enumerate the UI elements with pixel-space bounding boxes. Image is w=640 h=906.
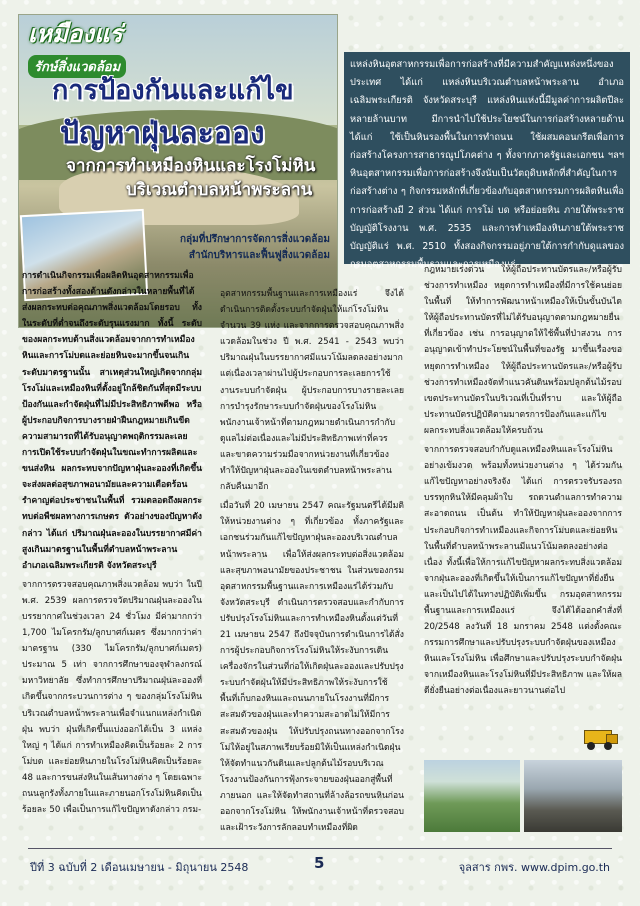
column-1: [22, 268, 202, 821]
byline-line2: สำนักบริหารและฟื้นฟูสิ่งแวดล้อม: [188, 250, 330, 261]
column-2: [220, 286, 404, 839]
title-line2: ปัญหาฝุ่นละออง: [60, 116, 265, 151]
col1-paragraph-2: จากการตรวจสอบคุณภาพสิ่งแวดล้อม พบว่า ในปี พ.ศ. 2539 ผลการตรวจวัดปริมาณฝุ่นละอองในบรรยากาศในช่วงเวลา 24 ชั่วโมง มีค่ามากกว่า 1,700 ไมโครกรัม/ลูกบาศก์เมตร ซึ่งมากกว่าค่ามาตรฐาน (330 ไมโครกรัม/ลูกบาศก์เมตร) ประมาณ 5 เท่า จากการศึกษาของจุฬาลงกรณ์มหาวิทยาลัย ซึ่งทำการศึกษาปริมาณฝุ่นละอองที่เกิดขึ้นจากกระบวนการต่าง ๆ ของกลุ่มโรงโม่หินบริเวณตำบลหน้าพระลานเพื่อจำแนกแหล่งกำเนิดฝุ่น พบว่า ฝุ่นที่เกิดขึ้นแบ่งออกได้เป็น 3 แหล่งใหญ่ ๆ ได้แก่ การทำเหมืองคิดเป็นร้อยละ 2 การโม่บด และย่อยหินภายในโรงโม่หินคิดเป็นร้อยละ 48 และการขนส่งหินในเส้นทางต่าง ๆ โดยเฉพาะถนนลูกรังทั้งภายในและภายนอกโรงโม่หินคิดเป็นร้อยละ 50 เพื่อเป็นการแก้ไขปัญหาดังกล่าว กรม-: [22, 579, 202, 816]
column-3: [424, 262, 622, 703]
subtitle-line2: บริเวณตำบลหน้าพระลาน: [126, 180, 313, 200]
logo-line2: รักษ์สิ่งแวดล้อม: [28, 55, 126, 78]
col2-paragraph-2: เมื่อวันที่ 20 เมษายน 2547 คณะรัฐมนตรีได้มีมติให้หน่วยงานต่าง ๆ ที่เกี่ยวข้อง ทั้งภาครัฐและเอกชนร่วมกันแก้ไขปัญหาฝุ่นละอองบริเวณตำบลหน้าพระลาน เพื่อให้ส่งผลกระทบต่อสิ่งแวดล้อมและสุขภาพอนามัยของประชาชน ในส่วนของกรมอุตสาหกรรมพื้นฐานและการเหมืองแร่ได้ร่วมกับจังหวัดสระบุรี ดำเนินการตรวจสอบและกำกับการปรับปรุงโรงโม่หินและการทำเหมืองหินตั้งแต่วันที่ 21 เมษายน 2547 ถึงปัจจุบันการดำเนินการได้สั่งการผู้ประกอบกิจการโรงโม่หินให้ระงับการเดินเครื่องจักรในส่วนที่ก่อให้เกิดฝุ่นละอองและปรับปรุงระบบกำจัดฝุ่นให้มีประสิทธิภาพให้ระงับการใช้พื้นที่เก็บกองหินและถนนภายในโรงงานที่มีการสะสมตัวของฝุ่นและทำความสะอาดไม่ให้มีการสะสมตัวของฝุ่น ให้ปรับปรุงถนนทางออกจากโรงโม่ให้อยู่ในสภาพเรียบร้อยมิให้เป็นแหล่งกำเนิดฝุ่น ให้จัดทำแนวกันดินและปลูกต้นไม้รอบบริเวณโรงงานป้องกันการฟุ้งกระจายของฝุ่นออกสู่พื้นที่ภายนอก และให้จัดทำสถานที่ล้างล้อรถขนหินก่อนออกจากโรงโม่หิน ให้พนักงานเจ้าหน้าที่ตรวจสอบและเฝ้าระวังการลักลอบทำเหมืองที่ผิด: [220, 501, 404, 834]
col1-paragraph-1: การดำเนินกิจกรรมเพื่อผลิตหินอุตสาหกรรมเพื่อการก่อสร้างทั้งสองด้านดังกล่าวในหลายพื้นที่ได้ส่งผลกระทบต่อคุณภาพสิ่งแวดล้อมโดยรอบ ทั้งในระดับที่ต่ำจนถึงระดับรุนแรงมาก ทั้งนี้ ระดับของผลกระทบด้านสิ่งแวดล้อมจากการทำเหมืองหินและการโม่บดและย่อยหินจะมากขึ้นจนเกินระดับมาตรฐานนั้น สาเหตุส่วนใหญ่เกิดจากกลุ่มโรงโม่และเหมืองหินที่ตั้งอยู่ใกล้ชิดกันที่สุดมีระบบป้องกันและกำจัดฝุ่นที่ไม่มีประสิทธิภาพดีพอ หรือผู้ประกอบกิจการบางรายฝ่าฝืนกฎหมายเกินขีดความสามารถที่ได้รับอนุญาตพฤติกรรมละเลยการเปิดใช้ระบบกำจัดฝุ่นในขณะทำการผลิตและขนส่งหิน ผลกระทบจากปัญหาฝุ่นละอองที่เกิดขึ้นจะส่งผลต่อสุขภาพอนามัยและความเดือดร้อนรำคาญต่อประชาชนในพื้นที่ รวมตลอดถึงผลกระทบต่อพืชผลทางการเกษตร ตัวอย่างของปัญหาดังกล่าว ได้แก่ ปริมาณฝุ่นละอองในบรรยากาศมีค่าสูงเกินมาตรฐานในพื้นที่ตำบลหน้าพระลาน อำเภอเฉลิมพระเกียรติ จังหวัดสระบุรี: [22, 271, 202, 571]
subtitle-line1: จากการทำเหมืองหินและโรงโม่หิน: [66, 156, 316, 176]
photo-trees: [424, 760, 520, 832]
page-number: 5: [314, 854, 325, 872]
section-logo: [28, 14, 138, 75]
issue-info: ปีที่ 3 ฉบับที่ 2 เดือนเมษายน - มิถุนายน 2548: [30, 861, 249, 874]
title-line1: การป้องกันและแก้ไข: [52, 75, 294, 106]
page-footer: [0, 838, 640, 906]
col3-paragraph-1: กฎหมายเร่งด่วน ให้ผู้ถือประทานบัตรและ/หรือผู้รับช่วงการทำเหมือง หยุดการทำเหมืองที่มีการใช้คนย่อยในพื้นที่ ให้ทำการพัฒนาหน้าเหมืองให้เป็นขั้นบันได ให้ผู้ถือประทานบัตรที่ไม่ได้รับอนุญาตตามกฎหมายยื่นที่เกี่ยวข้อง เช่น การอนุญาตให้ใช้พื้นที่ป่าสงวน การอนุญาตเข้าทำประโยชน์ในพื้นที่ของรัฐ มาขึ้นเรื่องขอหยุดการทำเหมือง ให้ผู้ถือประทานบัตรและ/หรือผู้รับช่วงการทำเหมืองจัดทำแนวคันดินพร้อมปลูกต้นไม้รอบเขตประทานบัตรในบริเวณที่เป็นที่ราบ และให้ผู้ถือประทานบัตรปฏิบัติตามมาตรการป้องกันและแก้ไขผลกระทบสิ่งแวดล้อมให้ครบถ้วน: [424, 265, 622, 436]
byline: [150, 232, 330, 264]
col2-paragraph-1: อุตสาหกรรมพื้นฐานและการเหมืองแร่ จึงได้ดำเนินการติดตั้งระบบกำจัดฝุ่นให้แก่โรงโม่หินจำนวน 39 แห่ง และจากการตรวจสอบคุณภาพสิ่งแวดล้อมในช่วง ปี พ.ศ. 2541 - 2543 พบว่า ปริมาณฝุ่นในบรรยากาศมีแนวโน้มลดลงอย่างมาก แต่เนื่องเวลาผ่านไปผู้ประกอบการละเลยการใช้งานระบบกำจัดฝุ่น ผู้ประกอบการบางรายละเลยการบำรุงรักษาระบบกำจัดฝุ่นของโรงโม่หิน พนักงานเจ้าหน้าที่ตามกฎหมายดำเนินการกำกับดูแลไม่ต่อเนื่องและไม่มีประสิทธิภาพเท่าที่ควร และขาดความร่วมมือจากหน่วยงานที่เกี่ยวข้อง ทำให้ปัญหาฝุ่นละอองในเขตตำบลหน้าพระลานกลับคืนมาอีก: [220, 289, 404, 493]
truck-icon: [584, 728, 618, 750]
website-link[interactable]: จุลสาร กพร. www.dpim.go.th: [458, 861, 610, 874]
footer-divider: [28, 848, 612, 849]
intro-box: แหล่งหินอุตสาหกรรมเพื่อการก่อสร้างที่มีความสำคัญแหล่งหนึ่งของประเทศ ได้แก่ แหล่งหินบริเวณตำบลหน้าพระลาน อำเภอเฉลิมพระเกียรติ จังหวัดสระบุรี แหล่งหินแห่งนี้มีมูลค่าการผลิตปีละหลายล้านบาท มีการนำไปใช้ประโยชน์ในการก่อสร้างหลายด้าน ได้แก่ ใช้เป็นหินรองพื้นในการทำถนน ใช้ผสมคอนกรีตเพื่อการก่อสร้างโครงการสาธารณูปโภคต่าง ๆ ทั้งจากภาครัฐและเอกชน ฯลฯ หินอุตสาหกรรมเพื่อการก่อสร้างจึงนับเป็นวัตถุดิบหลักที่สำคัญในการก่อสร้างต่าง ๆ กิจกรรมหลักที่เกี่ยวข้องกับอุตสาหกรรมการผลิตหินเพื่อการก่อสร้างมี 2 ส่วน ได้แก่ การโม่ บด หรือย่อยหิน ภายใต้พระราชบัญญัติโรงงาน พ.ศ. 2535 และการทำเหมืองหินภายใต้พระราชบัญญัติแร่ พ.ศ. 2510 ทั้งสองกิจกรรมอยู่ภายใต้การกำกับดูแลของ กรมอุตสาหกรรมพื้นฐานและการเหมืองแร่: [344, 52, 630, 264]
photo-plant: [524, 760, 622, 832]
bottom-photos: [424, 760, 622, 832]
logo-line1: เหมืองแร่: [28, 20, 123, 48]
byline-line1: กลุ่มที่ปรึกษาการจัดการสิ่งแวดล้อม: [179, 234, 330, 245]
col3-paragraph-2: จากการตรวจสอบกำกับดูแลเหมืองหินและโรงโม่หินอย่างเข้มงวด พร้อมทั้งหน่วยงานต่าง ๆ ได้ร่วมกันแก้ไขปัญหาอย่างจริงจัง ได้แก่ การตรวจรับรองรถบรรทุกหินให้มีคลุมผ้าใบ รถดวนตำแลการทำความสะอาดถนน เป็นต้น ทำให้ปัญหาฝุ่นละอองจากการประกอบกิจการทำเหมืองและกิจการโม่บดและย่อยหินในพื้นที่ตำบลหน้าพระลานมีแนวโน้มลดลงอย่างต่อเนื่อง ทั้งนี้เพื่อให้การแก้ไขปัญหาผลกระทบสิ่งแวดล้อมจากฝุ่นละอองที่เกิดขึ้นให้เป็นการแก้ไขปัญหาที่ยั่งยืนและเป็นไปได้ในทางปฏิบัติเพิ่มขึ้น กรมอุตสาหกรรมพื้นฐานและการเหมืองแร่ จึงได้ได้ออกคำสั่งที่ 20/2548 ลงวันที่ 18 มกราคม 2548 แต่งตั้งคณะกรรมการศึกษาและปรับปรุงระบบกำจัดฝุ่นของเหมืองหินและโรงโม่หิน เพื่อศึกษาและปรับปรุงระบบกำจัดฝุ่นจากเหมืองหินและโรงโม่หินที่มีประสิทธิภาพ และให้ผลดียั่งยืนอย่างต่อเนื่องและยาวนานต่อไป: [424, 445, 622, 697]
